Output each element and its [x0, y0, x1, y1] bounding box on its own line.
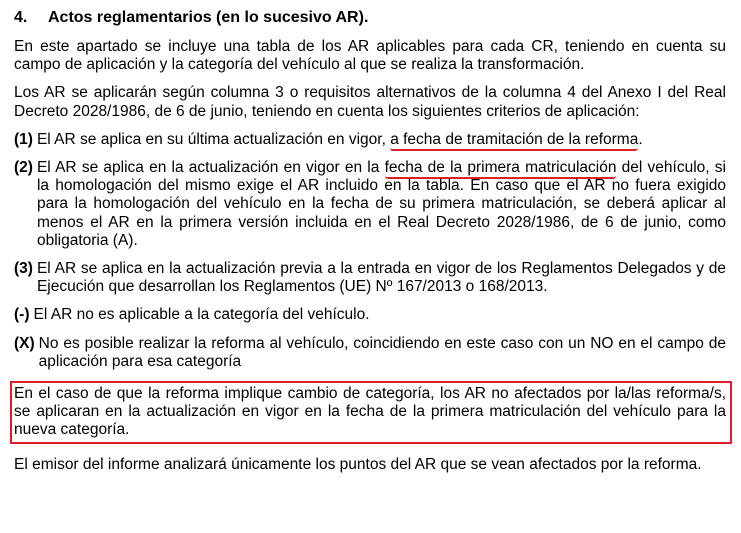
criterion-2-after: del vehículo, si la homologación del mismo exige el AR incluido en la tabla. En caso que el AR no fuera exigido para la homologación del vehículo en la fecha de su primera matriculación, se deberá aplicar al menos el AR en la primera versión incluida en el Real Decreto 2028/1986, de 6 de junio, como obligatoria (A).	[36, 159, 726, 249]
section-heading	[14, 8, 726, 28]
criterion-1	[14, 131, 726, 149]
criterion-2-highlight: fecha de la primera matriculación	[385, 159, 617, 179]
section-number: 4.	[14, 9, 28, 26]
intro-paragraph: En este apartado se incluye una tabla de los AR aplicables para cada CR, teniendo en cuenta su campo de aplicación y la categoría del vehículo al que se realiza la transformación.	[14, 38, 726, 74]
highlighted-note-text: En el caso de que la reforma implique cambio de categoría, los AR no afectados por la/las reforma/s, se aplicaran en la actualización en vigor en la fecha de la primera matriculación del vehículo para la nueva categoría.	[14, 385, 726, 439]
criterion-4-text: El AR no es aplicable a la categoría del vehículo.	[33, 306, 370, 324]
criterion-1-highlight: a fecha de tramitación de la reforma	[390, 131, 638, 151]
section-title: Actos reglamentarios (en lo sucesivo AR).	[48, 9, 369, 26]
criterion-1-text	[37, 131, 726, 149]
criterion-2	[14, 159, 726, 250]
criterion-2-text	[37, 159, 726, 250]
criteria-intro-paragraph: Los AR se aplicarán según columna 3 o requisitos alternativos de la columna 4 del Anexo I del Real Decreto 2028/1986, de 6 de junio, teniendo en cuenta los siguientes criterios de aplicación:	[14, 84, 726, 120]
criterion-3-mark: (3)	[14, 260, 33, 278]
highlighted-note-box	[10, 381, 732, 444]
criterion-5-mark: (X)	[14, 334, 35, 352]
criterion-1-before: El AR se aplica en su última actualización en vigor,	[36, 130, 391, 148]
closing-paragraph: El emisor del informe analizará únicamente los puntos del AR que se vean afectados por la reforma.	[14, 455, 702, 473]
criterion-1-after: .	[638, 130, 643, 148]
criterion-5-text: No es posible realizar la reforma al vehículo, coincidiendo en este caso con un NO en el campo de aplicación para esa categoría	[38, 334, 726, 370]
criterion-1-mark: (1)	[14, 130, 33, 148]
criterion-2-mark: (2)	[14, 159, 33, 177]
criterion-5	[14, 335, 726, 371]
criterion-3-text: El AR se aplica en la actualización previa a la entrada en vigor de los Reglamentos Delegados y de Ejecución que desarrollan los Reglamentos (UE) Nº 167/2013 o 168/2013.	[36, 260, 726, 296]
criterion-4	[14, 306, 726, 324]
criterion-2-before: El AR se aplica en la actualización en vigor en la	[36, 159, 385, 177]
document-page	[14, 8, 726, 484]
criterion-4-mark: (-)	[14, 306, 30, 324]
criterion-3	[14, 260, 726, 296]
